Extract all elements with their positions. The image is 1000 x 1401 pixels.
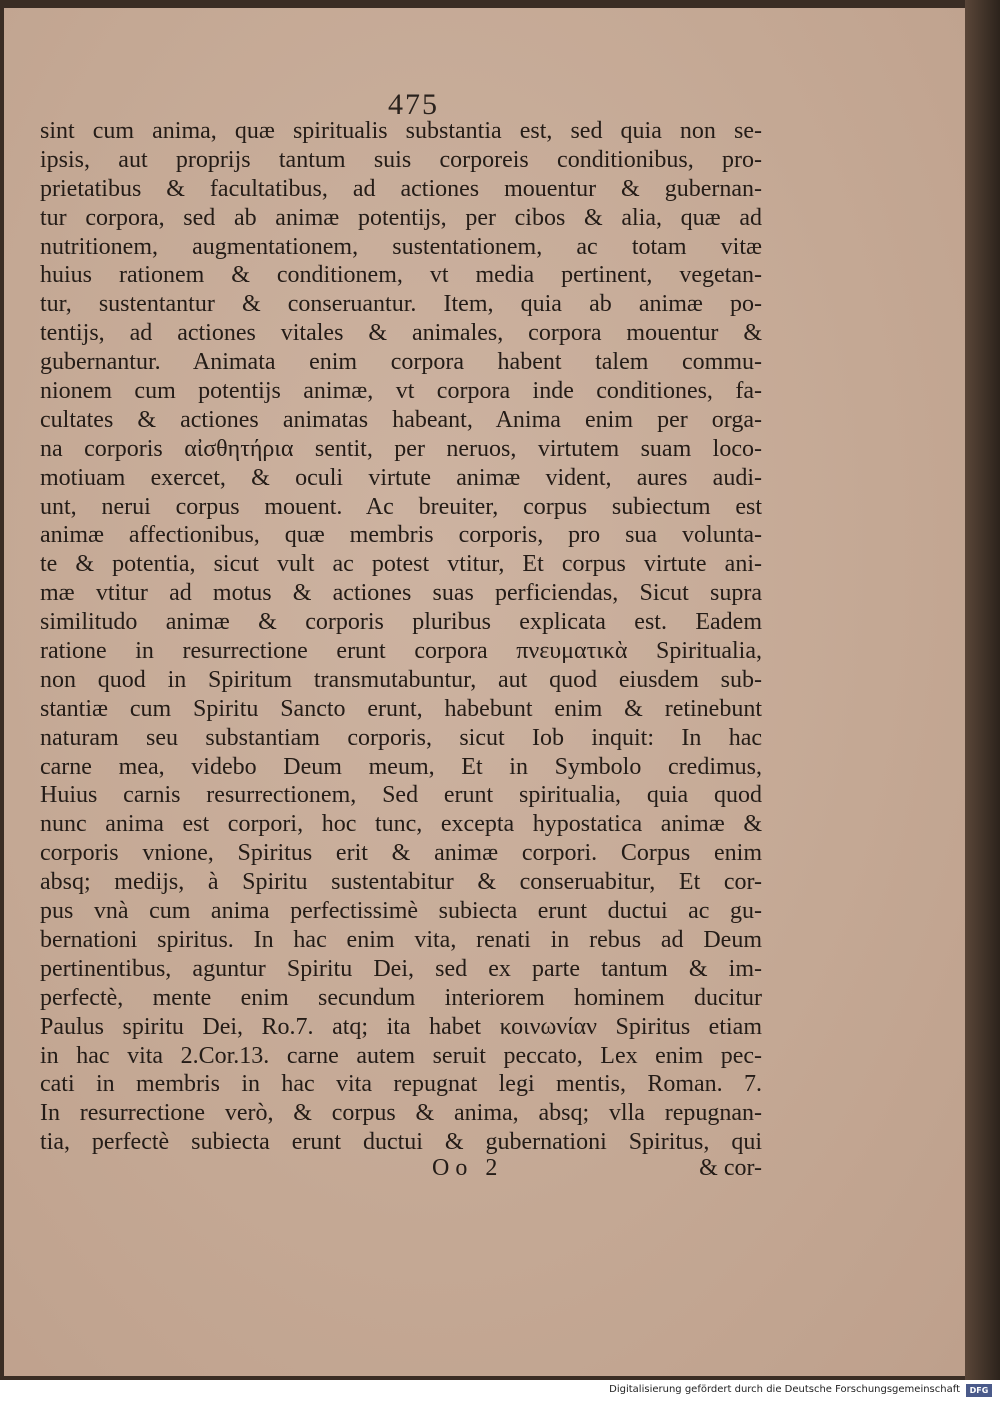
- text-line: non quod in Spiritum transmutabuntur, aut quod eiusdem sub-: [40, 666, 762, 693]
- text-line: te & potentia, sicut vult ac potest vtitur, Et corpus virtute ani-: [40, 551, 762, 578]
- text-line: bernationi spiritus. In hac enim vita, renati in rebus ad Deum: [40, 926, 762, 953]
- text-line: mæ vtitur ad motus & actiones suas perficiendas, Sicut supra: [40, 580, 762, 607]
- text-line: ratione in resurrectione erunt corpora πνευματικὰ Spiritualia,: [40, 638, 762, 665]
- text-line: carne mea, videbo Deum meum, Et in Symbolo credimus,: [40, 753, 762, 780]
- text-line: absq; medijs, à Spiritu sustentabitur & conseruabitur, Et cor-: [40, 869, 762, 896]
- text-line: perfectè, mente enim secundum interiorem hominem ducitur: [40, 984, 762, 1011]
- text-line: naturam seu substantiam corporis, sicut Iob inquit: In hac: [40, 724, 762, 751]
- page-number: 475: [388, 88, 439, 121]
- text-line: Huius carnis resurrectionem, Sed erunt spiritualia, quia quod: [40, 782, 762, 809]
- credit-bar: [0, 1380, 1000, 1401]
- text-line: tia, perfectè subiecta erunt ductui & gubernationi Spiritus, qui: [40, 1129, 762, 1156]
- text-line: Paulus spiritu Dei, Ro.7. atq; ita habet κοινωνίαν Spiritus etiam: [40, 1013, 762, 1040]
- text-line: pertinentibus, aguntur Spiritu Dei, sed ex parte tantum & im-: [40, 955, 762, 982]
- dfg-logo-icon: DFG: [966, 1384, 992, 1397]
- text-line: cultates & actiones animatas habeant, Anima enim per orga-: [40, 406, 762, 433]
- text-line: similitudo animæ & corporis pluribus explicata est. Eadem: [40, 609, 762, 636]
- text-line: nutritionem, augmentationem, sustentationem, ac totam vitæ: [40, 233, 762, 260]
- text-line: ipsis, aut proprijs tantum suis corporeis conditionibus, pro-: [40, 146, 762, 173]
- text-line: corporis vnione, Spiritus erit & animæ corpori. Corpus enim: [40, 840, 762, 867]
- catchword: & cor-: [699, 1155, 762, 1181]
- text-line: tentijs, ad actiones vitales & animales, corpora mouentur &: [40, 320, 762, 347]
- text-line: motiuam exercet, & oculi virtute animæ vident, aures audi-: [40, 464, 762, 491]
- text-line: cati in membris in hac vita repugnat legi mentis, Roman. 7.: [40, 1071, 762, 1098]
- text-line: animæ affectionibus, quæ membris corporis, pro sua volunta-: [40, 522, 762, 549]
- funding-credit: Digitalisierung gefördert durch die Deutsche Forschungsgemeinschaft: [609, 1384, 960, 1395]
- text-line: in hac vita 2.Cor.13. carne autem seruit peccato, Lex enim pec-: [40, 1042, 762, 1069]
- text-line: na corporis αἰσθητήρια sentit, per neruos, virtutem suam loco-: [40, 435, 762, 462]
- text-line: pus vnà cum anima perfectissimè subiecta erunt ductui ac gu-: [40, 898, 762, 925]
- text-line: tur, sustentantur & conseruantur. Item, quia ab animæ po-: [40, 291, 762, 318]
- text-line: unt, nerui corpus mouent. Ac breuiter, corpus subiectum est: [40, 493, 762, 520]
- text-line: In resurrectione verò, & corpus & anima, absq; vlla repugnan-: [40, 1100, 762, 1127]
- text-line: stantiæ cum Spiritu Sancto erunt, habebunt enim & retinebunt: [40, 695, 762, 722]
- text-line: sint cum anima, quæ spiritualis substantia est, sed quia non se-: [40, 118, 762, 144]
- text-line: huius rationem & conditionem, vt media pertinent, vegetan-: [40, 262, 762, 289]
- text-line: nionem cum potentijs animæ, vt corpora inde conditiones, fa-: [40, 378, 762, 405]
- page-edge: [965, 0, 1000, 1380]
- page-footer: [432, 1155, 762, 1185]
- text-line: prietatibus & facultatibus, ad actiones mouentur & gubernan-: [40, 175, 762, 202]
- text-line: nunc anima est corpori, hoc tunc, excepta hypostatica animæ &: [40, 811, 762, 838]
- body-text: [40, 117, 762, 1157]
- signature-mark: Oo 2: [432, 1155, 504, 1181]
- text-line: tur corpora, sed ab animæ potentijs, per cibos & alia, quæ ad: [40, 204, 762, 231]
- text-line: gubernantur. Animata enim corpora habent talem commu-: [40, 349, 762, 376]
